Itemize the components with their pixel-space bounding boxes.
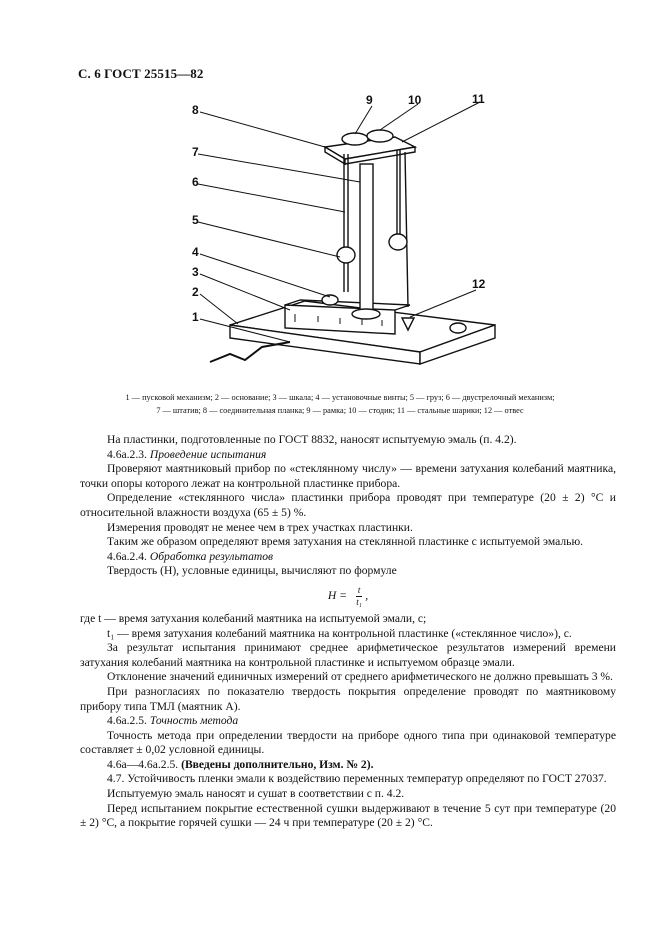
formula-lhs: H = (327, 589, 347, 603)
label-4: 4 (192, 245, 199, 259)
label-11: 11 (472, 92, 485, 106)
pendulum-apparatus-figure (190, 92, 520, 392)
label-3: 3 (192, 265, 199, 279)
paragraph: где t — время затухания колебаний маятника на испытуемой эмали, с; (80, 611, 427, 625)
section-title: Проведение испытания (149, 447, 267, 461)
weight-left (337, 247, 355, 263)
starter-lever (210, 342, 290, 362)
formula-fraction (356, 585, 363, 608)
section-number: 4.6а.2.3. (107, 447, 147, 461)
section-number: 4.6а—4.6а.2.5. (107, 757, 179, 771)
section-number: 4.6а.2.4. (107, 549, 147, 563)
paragraph: При разногласиях по показателю твердость покрытия определение проводят по маятниковому прибору типа ТМЛ (маятник А). (80, 684, 616, 713)
caption-line-2: 7 — штатив; 8 — соединительная планка; 9 — рамка; 10 — стодик; 11 — стальные шарики; 12 — отвес (156, 406, 524, 415)
formula-numerator: t (357, 584, 361, 595)
label-12: 12 (472, 277, 486, 291)
paragraph: За результат испытания принимают среднее арифметическое результатов измерений времени затухания колебаний маятника на контрольной пластинке и испытуемом образце эмали. (80, 641, 616, 669)
paragraph: 4.7. Устойчивость пленки эмали к воздействию переменных температур определяют по ГОСТ 27037. (107, 772, 607, 786)
body-text (80, 433, 616, 831)
paragraph: На пластинки, подготовленные по ГОСТ 8832, наносят испытуемую эмаль (п. 4.2). (107, 433, 517, 446)
label-7: 7 (192, 145, 199, 159)
hardness-formula (80, 585, 616, 608)
paragraph: Твердость (Н), условные единицы, вычисляют по формуле (107, 564, 397, 578)
label-8: 8 (192, 103, 199, 117)
formula-denominator: t₁ (356, 596, 362, 607)
label-2: 2 (192, 285, 199, 299)
section-number: 4.6а.2.5. (107, 714, 147, 728)
caption-line-1: 1 — пусковой механизм; 2 — основание; 3 — шкала; 4 — установочные винты; 5 — груз; 6 — двустрелочный механизм; (125, 393, 555, 402)
label-6: 6 (192, 175, 199, 189)
paragraph: Определение «стеклянного числа» пластинки прибора проводят при температуре (20 ± 2) °С и относительной влажности воздуха (65 ± 5) %. (80, 491, 616, 519)
amendment-note (80, 758, 616, 773)
paragraph: Измерения проводят не менее чем в трех участках пластинки. (107, 520, 413, 534)
figure-caption (60, 391, 620, 417)
paragraph: Проверяют маятниковый прибор по «стеклянному числу» — времени затухания колебаний маятника, точки опоры которого лежат на контрольной пластинке прибора. (80, 462, 616, 490)
page-header: С. 6 ГОСТ 25515—82 (78, 66, 204, 81)
paragraph: Испытуемую эмаль наносят и сушат в соответствии с п. 4.2. (107, 787, 405, 801)
section-title: Точность метода (149, 714, 239, 728)
section-heading (80, 448, 616, 463)
stand-column (360, 164, 373, 314)
paragraph: Точность метода при определении твердости на приборе одного типа при одинаковой температуре составляет ± 0,02 условной единицы. (80, 728, 616, 757)
weight-right (389, 234, 407, 250)
paragraph: Перед испытанием покрытие естественной сушки выдерживают в течение 5 сут при температуре (20 ± 2) °С, а покрытие горячей сушки — 24 ч при температуре (20 ± 2) °С. (80, 801, 616, 830)
label-10: 10 (408, 93, 422, 107)
label-1: 1 (192, 310, 199, 324)
paragraph: t₁ — время затухания колебаний маятника на контрольной пластинке («стеклянное число»), с. (107, 626, 572, 640)
paragraph: Таким же образом определяют время затухания на стеклянной пластинке с испытуемой эмалью. (107, 535, 584, 549)
label-9: 9 (366, 93, 373, 107)
section-heading (80, 550, 616, 565)
paragraph: Отклонение значений единичных измерений от среднего арифметического не должно превышать 3 %. (107, 670, 613, 684)
amendment-text: (Введены дополнительно, Изм. № 2). (181, 757, 374, 771)
formula-tail: , (365, 589, 369, 603)
section-title: Обработка результатов (149, 549, 274, 563)
section-heading (80, 714, 616, 729)
label-5: 5 (192, 213, 199, 227)
